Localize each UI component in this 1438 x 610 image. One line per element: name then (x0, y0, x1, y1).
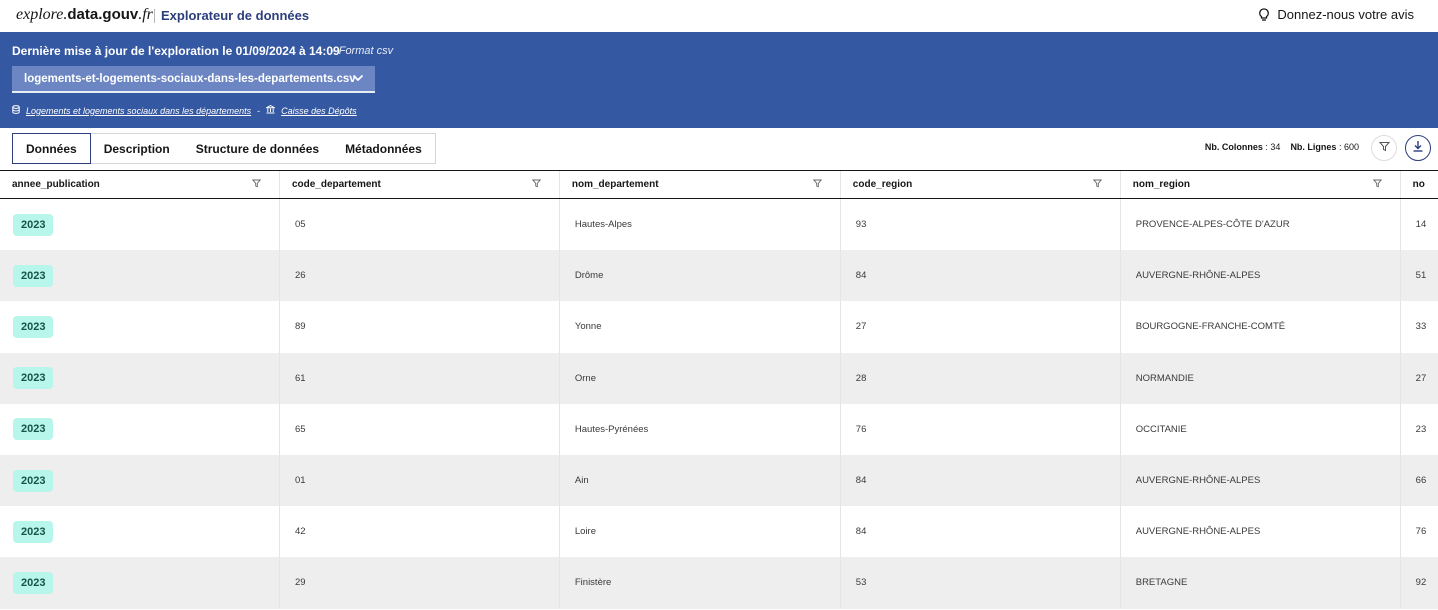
table-cell (0, 250, 280, 301)
table-cell (1401, 353, 1438, 404)
filter-icon[interactable] (813, 179, 822, 191)
cell-value: AUVERGNE-RHÔNE-ALPES (1135, 475, 1261, 487)
table-cell (1401, 557, 1438, 608)
cell-value: 65 (294, 423, 306, 435)
table-cell (280, 250, 560, 301)
columns-count-value: 34 (1270, 142, 1281, 152)
table-cell (1401, 455, 1438, 506)
table-cell (560, 455, 841, 506)
link-separator: - (257, 105, 261, 116)
table-cell (280, 353, 560, 404)
cell-value: BOURGOGNE-FRANCHE-COMTÉ (1135, 321, 1286, 333)
table-row[interactable] (0, 250, 1438, 301)
table-row[interactable] (0, 557, 1438, 608)
table-cell (560, 404, 841, 455)
table-cell (841, 250, 1121, 301)
table-row[interactable] (0, 455, 1438, 506)
app-name[interactable]: Explorateur de données (161, 8, 310, 23)
cell-value: OCCITANIE (1135, 423, 1187, 435)
columns-count-label: Nb. Colonnes (1204, 142, 1263, 152)
cell-value: 27 (855, 321, 867, 333)
cell-value: 66 (1415, 475, 1427, 487)
table-cell (560, 301, 841, 352)
table-cell (1401, 250, 1438, 301)
tab-description[interactable]: Description (103, 141, 170, 156)
table-cell (1401, 199, 1438, 250)
year-badge: 2023 (13, 265, 53, 287)
table-cell (0, 557, 280, 608)
table-cell (841, 199, 1121, 250)
feedback-label: Donnez-nous votre avis (1277, 7, 1414, 22)
table-cell (1121, 301, 1401, 352)
cell-value: 27 (1415, 372, 1427, 384)
chevron-down-icon (352, 73, 364, 86)
site-logo[interactable] (16, 6, 153, 24)
table-cell (841, 353, 1121, 404)
table-row[interactable] (0, 199, 1438, 250)
cell-value: 89 (294, 321, 306, 333)
table-cell (0, 506, 280, 557)
table-cell (841, 301, 1121, 352)
cell-value: 33 (1415, 321, 1427, 333)
cell-value: Drôme (574, 270, 604, 282)
exploration-banner (0, 32, 1438, 128)
tab-bar (12, 133, 436, 164)
year-badge: 2023 (13, 572, 53, 594)
filter-icon[interactable] (1093, 179, 1102, 191)
cell-value: 42 (294, 526, 306, 538)
cell-value: 76 (855, 423, 867, 435)
filter-icon[interactable] (252, 179, 261, 191)
last-update-text: Dernière mise à jour de l'exploration le 01/09/2024 à 14:09 (12, 44, 340, 58)
lightbulb-icon (1258, 8, 1270, 22)
dataset-link[interactable]: Logements et logements sociaux dans les départements (26, 105, 252, 116)
column-header[interactable] (0, 171, 280, 198)
cell-value: PROVENCE-ALPES-CÔTE D'AZUR (1135, 219, 1290, 231)
table-cell (560, 250, 841, 301)
filter-button[interactable] (1371, 135, 1397, 161)
column-header[interactable] (280, 171, 560, 198)
table-cell (280, 404, 560, 455)
logo-main: data.gouv (67, 6, 139, 23)
table-cell (841, 455, 1121, 506)
cell-value: 93 (855, 219, 867, 231)
table-cell (1121, 506, 1401, 557)
cell-value: Yonne (574, 321, 602, 333)
year-badge: 2023 (13, 521, 53, 543)
feedback-button[interactable] (1258, 7, 1414, 22)
cell-value: AUVERGNE-RHÔNE-ALPES (1135, 526, 1261, 538)
cell-value: Orne (574, 372, 596, 384)
cell-value: 29 (294, 577, 306, 589)
organization-link[interactable]: Caisse des Dépôts (281, 105, 357, 116)
cell-value: Finistère (574, 577, 612, 589)
table-row[interactable] (0, 506, 1438, 557)
table-cell (0, 199, 280, 250)
table-row[interactable] (0, 404, 1438, 455)
table-counts: Nb. Colonnes : 34 Nb. Lignes : 600 (1204, 142, 1359, 152)
table-cell (280, 199, 560, 250)
table-cell (841, 404, 1121, 455)
cell-value: 84 (855, 526, 867, 538)
table-cell (280, 455, 560, 506)
table-cell (1401, 301, 1438, 352)
table-cell (1121, 199, 1401, 250)
table-body (0, 199, 1438, 609)
column-header-label: nom_region (1132, 179, 1190, 190)
column-header[interactable] (841, 171, 1121, 198)
institution-icon (266, 105, 275, 116)
table-cell (841, 506, 1121, 557)
rows-count-value: 600 (1343, 142, 1359, 152)
cell-value: 51 (1415, 270, 1427, 282)
header-divider (154, 9, 155, 23)
year-badge: 2023 (13, 214, 53, 236)
cell-value: Ain (574, 475, 589, 487)
year-badge: 2023 (13, 418, 53, 440)
cell-value: 05 (294, 219, 306, 231)
table-cell (1121, 404, 1401, 455)
table-cell (0, 301, 280, 352)
format-text: - Format csv (332, 45, 394, 57)
column-header-label: code_departement (291, 179, 381, 190)
cell-value: Hautes-Pyrénées (574, 423, 649, 435)
table-cell (841, 557, 1121, 608)
table-cell (0, 404, 280, 455)
year-badge: 2023 (13, 316, 53, 338)
table-cell (1121, 250, 1401, 301)
column-header-label: code_region (852, 179, 913, 190)
file-select[interactable] (12, 66, 375, 93)
cell-value: 23 (1415, 423, 1427, 435)
download-icon (1412, 139, 1424, 157)
table-cell (560, 506, 841, 557)
year-badge: 2023 (13, 470, 53, 492)
file-select-value: logements-et-logements-sociaux-dans-les-departements.csv (24, 73, 356, 85)
year-badge: 2023 (13, 367, 53, 389)
table-cell (560, 353, 841, 404)
tab-donnees[interactable]: Données (12, 133, 91, 164)
cell-value: NORMANDIE (1135, 372, 1194, 384)
tab-structure[interactable]: Structure de données (195, 141, 320, 156)
cell-value: 26 (294, 270, 306, 282)
table-cell (1121, 353, 1401, 404)
cell-value: 14 (1415, 219, 1427, 231)
logo-prefix: explore. (16, 6, 68, 23)
cell-value: 61 (294, 372, 306, 384)
data-table (0, 170, 1438, 610)
cell-value: Hautes-Alpes (574, 219, 632, 231)
rows-count-label: Nb. Lignes (1290, 142, 1337, 152)
table-cell (1401, 506, 1438, 557)
top-header (0, 0, 1438, 32)
column-header-label: annee_publication (12, 179, 100, 190)
table-cell (1121, 557, 1401, 608)
column-header-label: nom_departement (571, 179, 659, 190)
tab-metadonnees[interactable]: Métadonnées (345, 141, 422, 156)
table-cell (1401, 404, 1438, 455)
cell-value: 84 (855, 475, 867, 487)
table-cell (280, 301, 560, 352)
table-cell (560, 199, 841, 250)
database-icon (12, 105, 20, 116)
filter-icon (1379, 139, 1390, 157)
table-cell (280, 557, 560, 608)
table-header (0, 170, 1438, 199)
logo-suffix: .fr (138, 6, 153, 23)
cell-value: BRETAGNE (1135, 577, 1188, 589)
cell-value: 76 (1415, 526, 1427, 538)
filter-icon[interactable] (1373, 179, 1382, 191)
column-header[interactable] (560, 171, 841, 198)
column-header-label: no (1412, 179, 1425, 190)
column-header[interactable] (1401, 171, 1438, 198)
cell-value: AUVERGNE-RHÔNE-ALPES (1135, 270, 1261, 282)
dataset-links (12, 105, 357, 116)
column-header[interactable] (1121, 171, 1401, 198)
table-cell (280, 506, 560, 557)
download-button[interactable] (1405, 135, 1431, 161)
table-row[interactable] (0, 353, 1438, 404)
table-cell (560, 557, 841, 608)
cell-value: 01 (294, 475, 306, 487)
cell-value: Loire (574, 526, 596, 538)
table-cell (0, 455, 280, 506)
filter-icon[interactable] (532, 179, 541, 191)
cell-value: 28 (855, 372, 867, 384)
table-cell (0, 353, 280, 404)
table-cell (1121, 455, 1401, 506)
table-row[interactable] (0, 301, 1438, 352)
cell-value: 53 (855, 577, 867, 589)
cell-value: 92 (1415, 577, 1427, 589)
tabs-row (0, 128, 1438, 170)
cell-value: 84 (855, 270, 867, 282)
